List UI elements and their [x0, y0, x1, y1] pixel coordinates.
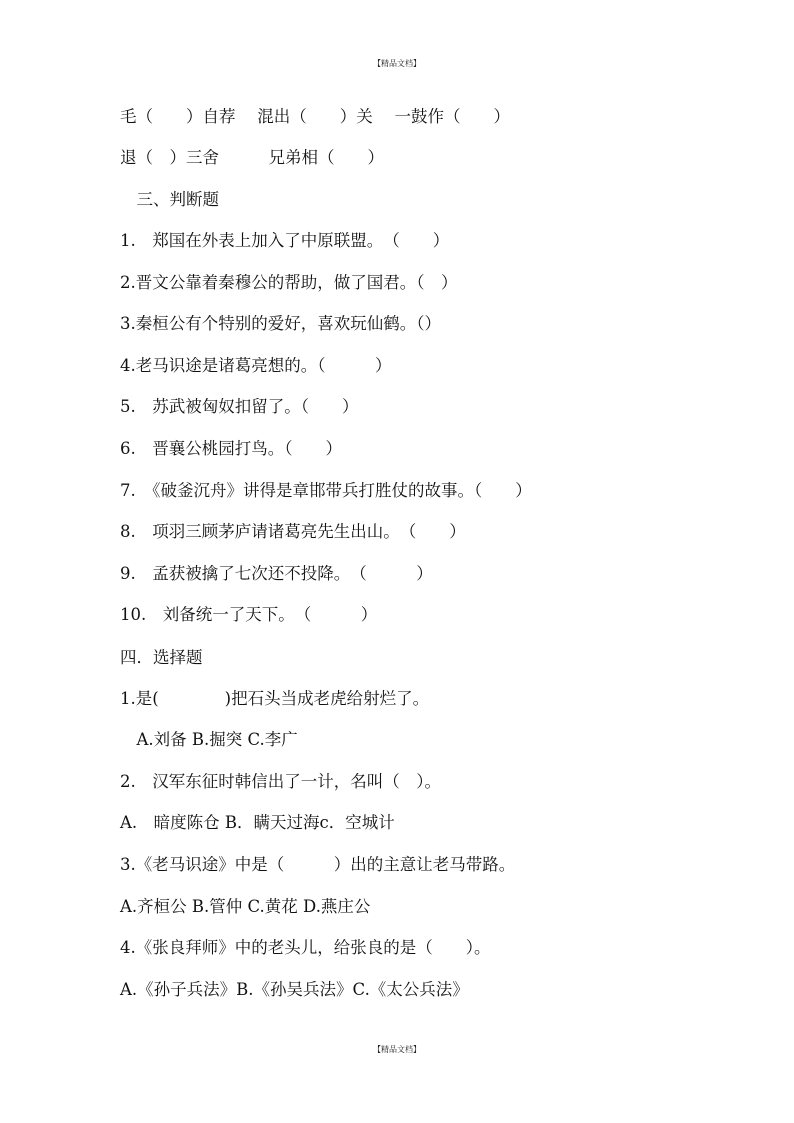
judgement-item-4: 4.老马识途是诸葛亮想的。（ ） — [120, 356, 392, 375]
choice-options-4: A.《孙子兵法》B.《孙吴兵法》C.《太公兵法》 — [120, 980, 469, 999]
judgement-item-9: 9. 孟获被擒了七次还不投降。 （ ） — [120, 564, 433, 583]
judgement-item-5: 5. 苏武被匈奴扣留了。（ ） — [120, 397, 359, 416]
page-header: 【精品文档】 — [373, 59, 421, 68]
choice-question-4: 4.《张良拜师》中的老头儿，给张良的是（ ）。 — [120, 938, 491, 957]
choice-question-3: 3.《老马识途》中是（ ）出的主意让老马带路。 — [120, 855, 516, 874]
idiom-fill-line-1: 毛（ ）自荐 混出（ ）关 一鼓作（ ） — [120, 107, 510, 126]
section-title-judgement: 三、判断题 — [120, 190, 219, 209]
judgement-item-7: 7. 《破釜沉舟》讲得是章邯带兵打胜仗的故事。（ ） — [120, 481, 532, 500]
choice-options-2: A. 暗度陈仓 B．瞒天过海c．空城计 — [120, 813, 395, 832]
judgement-item-6: 6. 晋襄公桃园打鸟。（ ） — [120, 439, 342, 458]
choice-options-1: A.刘备 B.掘突 C.李广 — [120, 730, 298, 749]
judgement-item-10: 10. 刘备统一了天下。 （ ） — [120, 605, 378, 624]
choice-options-3: A.齐桓公 B.管仲 C.黄花 D.燕庄公 — [120, 897, 371, 916]
section-title-choice: 四．选择题 — [120, 648, 203, 667]
choice-question-2: 2. 汉军东征时韩信出了一计，名叫（ ）。 — [120, 772, 441, 791]
idiom-fill-line-2: 退（ ）三舍 兄弟相（ ） — [120, 148, 384, 167]
page-footer: 【精品文档】 — [373, 1045, 421, 1054]
judgement-item-3: 3.秦桓公有个特别的爱好，喜欢玩仙鹤。（） — [120, 314, 441, 333]
judgement-item-8: 8. 项羽三顾茅庐请诸葛亮先生出山。 （ ） — [120, 522, 466, 541]
judgement-item-2: 2.晋文公靠着秦穆公的帮助，做了国君。（ ） — [120, 273, 458, 292]
choice-question-1: 1.是( )把石头当成老虎给射烂了。 — [120, 689, 430, 708]
judgement-item-1: 1. 郑国在外表上加入了中原联盟。 （ ） — [120, 231, 450, 250]
